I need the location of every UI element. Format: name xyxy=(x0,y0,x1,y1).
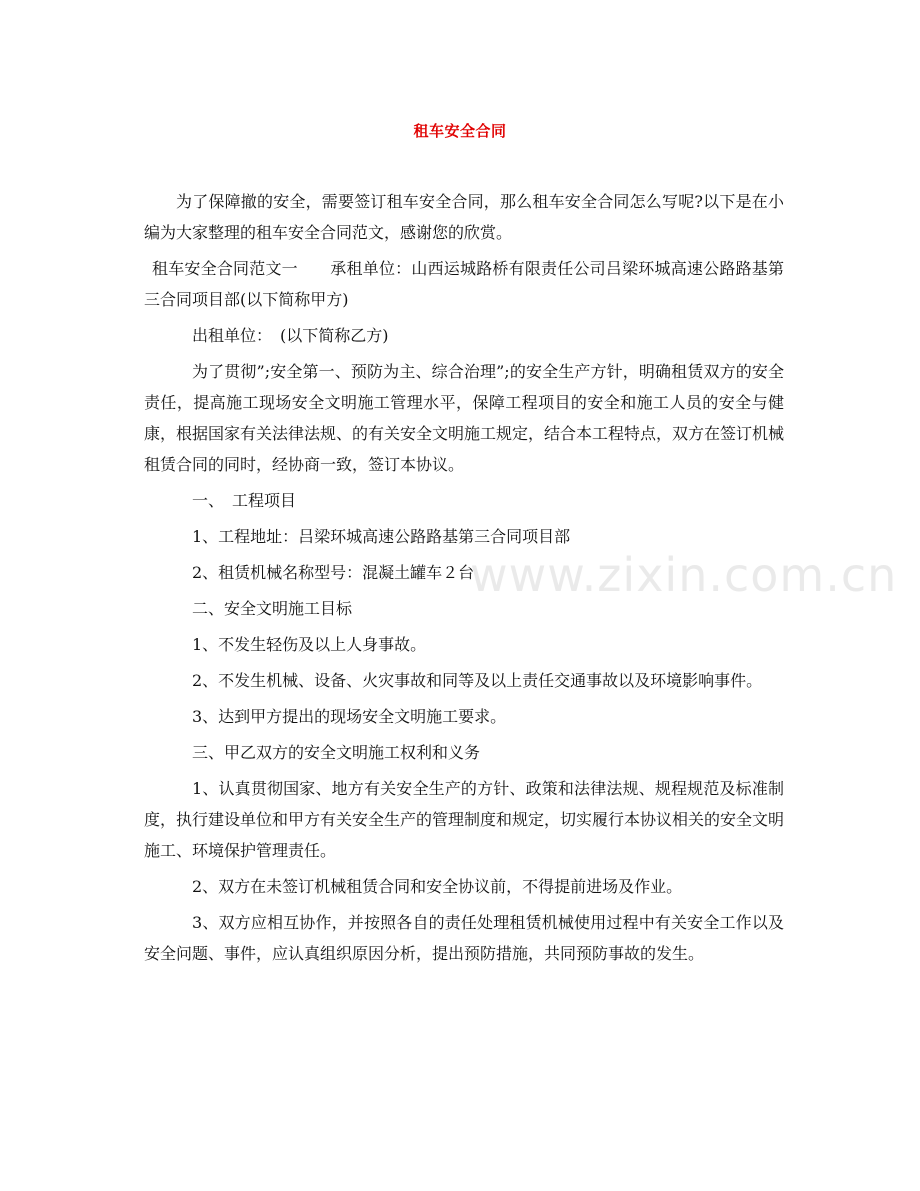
clause-paragraph: 2、不发生机械、设备、火灾事故和同等及以上责任交通事故以及环境影响事件。 xyxy=(192,671,763,690)
document-body xyxy=(144,186,784,974)
purpose-paragraph: 为了贯彻”;安全第一、预防为主、综合治理”;的安全生产方针，明确租赁双方的安全责任，提高施工现场安全文明施工管理水平，保障工程项目的安全和施工人员的安全与健康，根据国家有关法律法规、的有关安全文明施工规定，结合本工程特点，双方在签订机械租赁合同的同时，经协商一致，签订本协议。 xyxy=(144,362,785,474)
clause-paragraph: 1、认真贯彻国家、地方有关安全生产的方针、政策和法律法规、规程规范及标准制度，执行建设单位和甲方有关安全生产的管理制度和规定，切实履行本协议相关的安全文明施工、环境保护管理责任。 xyxy=(144,779,785,860)
section-heading-1: 一、 工程项目 xyxy=(192,491,297,510)
intro-paragraph: 为了保障撤的安全，需要签订租车安全合同，那么租车安全合同怎么写呢?以下是在小编为大家整理的租车安全合同范文，感谢您的欣赏。 xyxy=(144,192,784,242)
section-heading-2: 二、安全文明施工目标 xyxy=(192,599,353,618)
clause-paragraph: 1、不发生轻伤及以上人身事故。 xyxy=(192,635,427,654)
document-title: 租车安全合同 xyxy=(413,122,507,140)
clause-paragraph: 1、工程地址：吕梁环城高速公路路基第三合同项目部 xyxy=(192,527,571,546)
watermark: www.zixin.com.cn xyxy=(470,548,898,602)
clause-paragraph: 2、租赁机械名称型号：混凝土罐车２台 xyxy=(192,563,475,582)
clause-paragraph: 2、双方在未签订机械租赁合同和安全协议前，不得提前进场及作业。 xyxy=(192,877,683,896)
party-b-paragraph: 出租单位： (以下简称乙方) xyxy=(192,326,389,345)
section-heading-3: 三、甲乙双方的安全文明施工权利和义务 xyxy=(192,743,481,762)
clause-paragraph: 3、达到甲方提出的现场安全文明施工要求。 xyxy=(192,707,507,726)
clause-paragraph: 3、双方应相互协作，并按照各自的责任处理租赁机械使用过程中有关安全工作以及安全问题、事件，应认真组织原因分析，提出预防措施，共同预防事故的发生。 xyxy=(144,913,784,963)
party-a-paragraph: 租车安全合同范文一 承租单位：山西运城路桥有限责任公司吕梁环城高速公路路基第三合同项目部(以下简称甲方) xyxy=(144,259,784,309)
